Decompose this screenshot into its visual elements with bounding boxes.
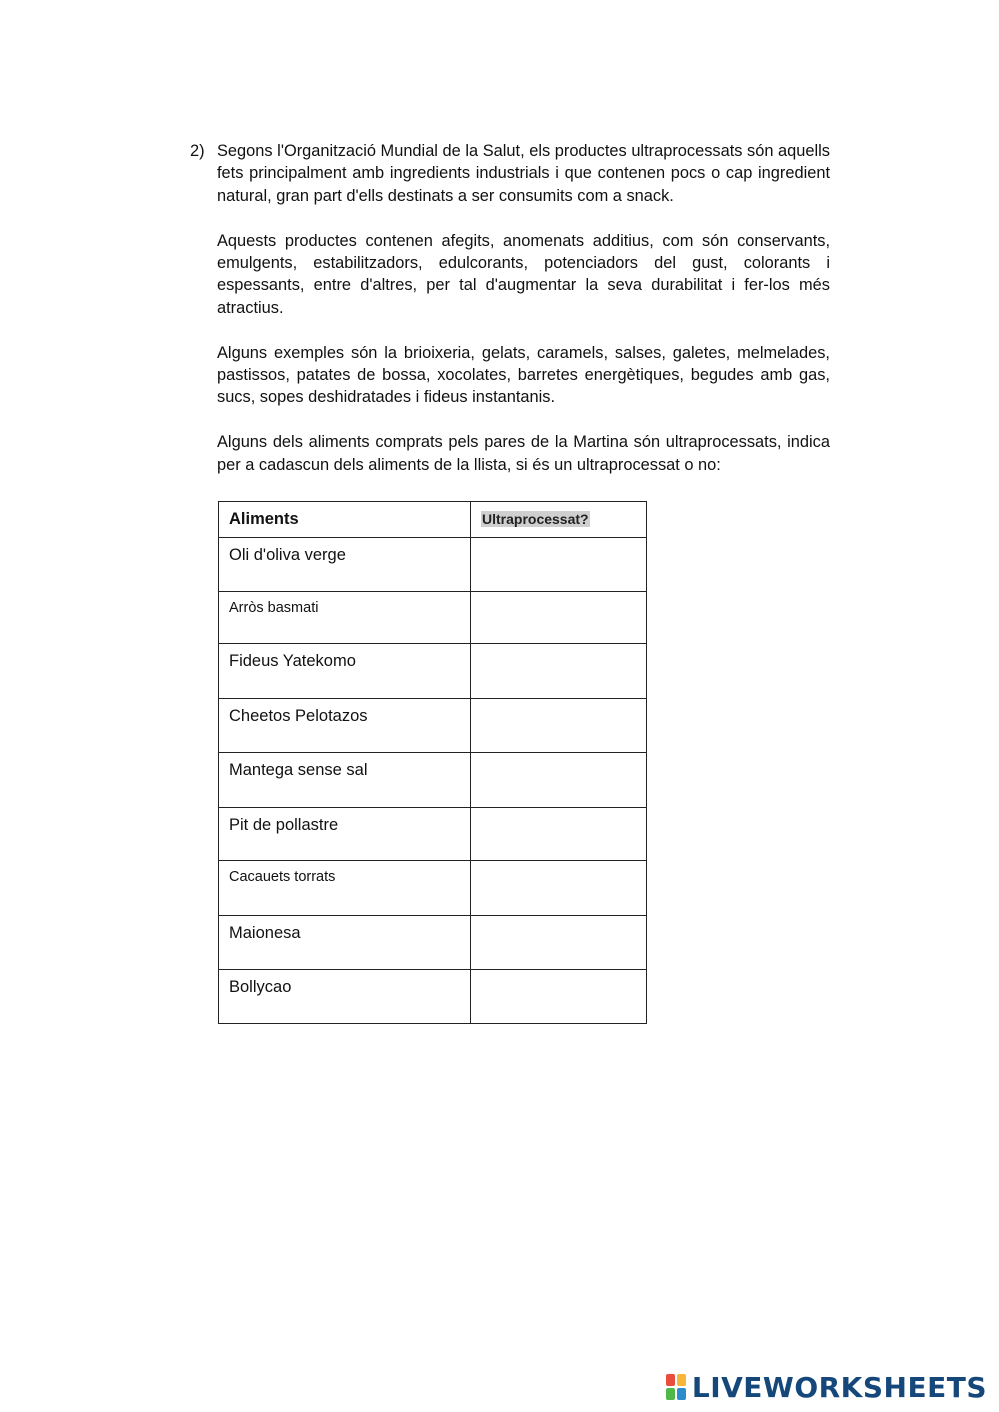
food-name: Oli d'oliva verge xyxy=(219,538,471,592)
liveworksheets-logo-icon xyxy=(666,1374,686,1400)
paragraph-definition: Segons l'Organització Mundial de la Salut, els productes ultraprocessats són aquells fets principalment amb ingredients industrials i que contenen pocs o cap ingredient natural, gran part d'ells destinats a ser consumits com a snack. xyxy=(217,142,830,205)
answer-cell[interactable] xyxy=(471,753,647,808)
paragraph-examples: Alguns exemples són la brioixeria, gelats, caramels, salses, galetes, melmelades, pastissos, patates de bossa, xocolates, barretes energètiques, begudes amb gas, sucs, sopes deshidratades i fideus instantanis. xyxy=(217,343,830,407)
answer-cell[interactable] xyxy=(471,699,647,753)
food-name: Cacauets torrats xyxy=(219,861,471,916)
exercise-text xyxy=(217,140,830,476)
table-row xyxy=(219,644,647,699)
answer-cell[interactable] xyxy=(471,970,647,1024)
paragraph-additives: Aquests productes contenen afegits, anomenats additius, com són conservants, emulgents, estabilitzadors, edulcorants, potenciadors del gust, colorants i espessants, entre d'altres, per tal d'augmentar la seva durabilitat i fer-los més atractius. xyxy=(217,231,830,317)
food-name: Bollycao xyxy=(219,970,471,1024)
answer-cell[interactable] xyxy=(471,916,647,970)
logo-square xyxy=(677,1388,686,1400)
exercise-number: 2) xyxy=(190,142,205,160)
food-name: Arròs basmati xyxy=(219,592,471,644)
table-row xyxy=(219,861,647,916)
answer-cell[interactable] xyxy=(471,861,647,916)
answer-cell[interactable] xyxy=(471,644,647,699)
food-table xyxy=(218,501,647,1024)
header-aliments: Aliments xyxy=(219,502,471,538)
logo-square xyxy=(677,1374,686,1386)
table-row xyxy=(219,592,647,644)
liveworksheets-logo[interactable] xyxy=(666,1370,987,1404)
food-name: Fideus Yatekomo xyxy=(219,644,471,699)
table-row xyxy=(219,753,647,808)
paragraph-instruction: Alguns dels aliments comprats pels pares de la Martina són ultraprocessats, indica per a cadascun dels aliments de la llista, si és un ultraprocessat o no: xyxy=(217,433,830,474)
exercise-2 xyxy=(190,140,830,498)
food-name: Pit de pollastre xyxy=(219,808,471,861)
header-ultraprocessat xyxy=(471,502,647,538)
food-name: Cheetos Pelotazos xyxy=(219,699,471,753)
table-row xyxy=(219,970,647,1024)
answer-cell[interactable] xyxy=(471,808,647,861)
table-row xyxy=(219,808,647,861)
logo-square xyxy=(666,1374,675,1386)
food-name: Maionesa xyxy=(219,916,471,970)
answer-cell[interactable] xyxy=(471,592,647,644)
table-row xyxy=(219,538,647,592)
table-row xyxy=(219,699,647,753)
table-row xyxy=(219,916,647,970)
answer-cell[interactable] xyxy=(471,538,647,592)
header-ultraprocessat-label: Ultraprocessat? xyxy=(482,511,589,527)
food-name: Mantega sense sal xyxy=(219,753,471,808)
logo-text: LIVEWORKSHEETS xyxy=(691,1370,987,1404)
table-header-row xyxy=(219,502,647,538)
logo-square xyxy=(666,1388,675,1400)
